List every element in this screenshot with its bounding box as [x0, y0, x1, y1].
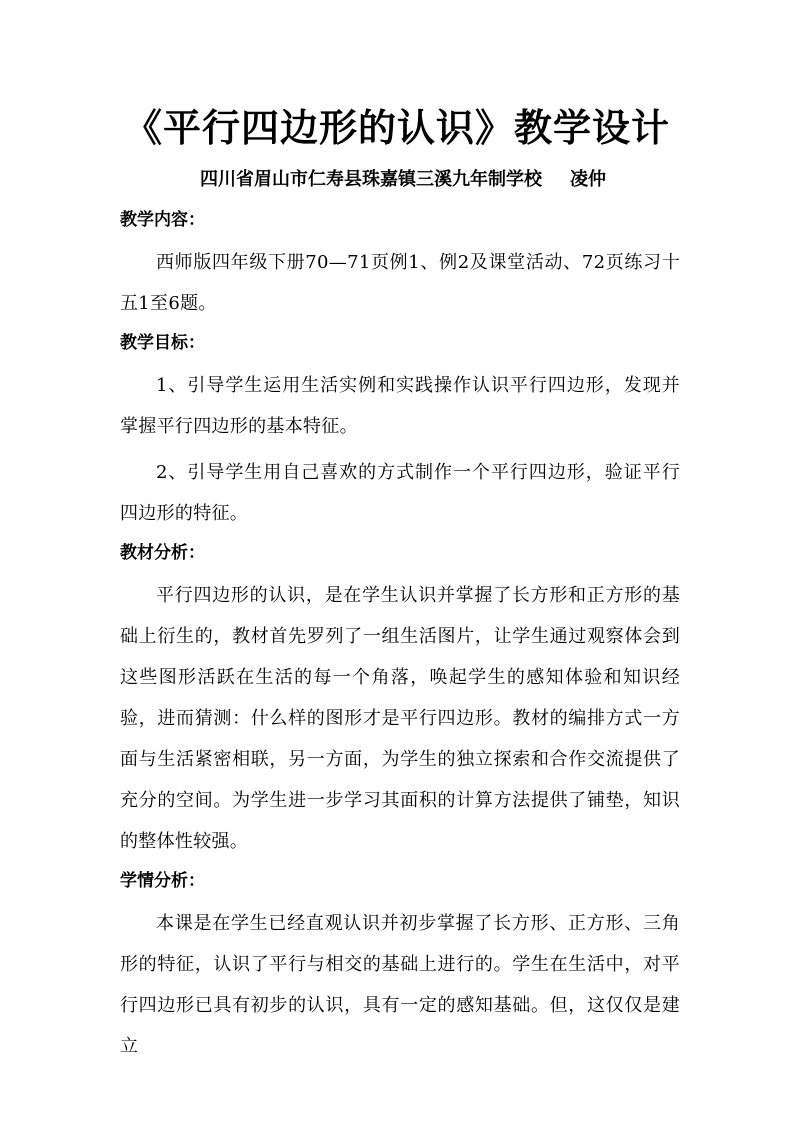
paragraph-content-1: 西师版四年级下册70—71页例1、例2及课堂活动、72页练习十五1至6题。 — [120, 252, 680, 314]
author-byline — [200, 166, 680, 194]
paragraph-students-1: 本课是在学生已经直观认识并初步掌握了长方形、正方形、三角形的特征，认识了平行与相交的基础上进行的。学生在生活中，对平行四边形已具有初步的认识，具有一定的感知基础。但，这仅仅是建立 — [120, 913, 680, 1057]
paragraph-goals-2: 2、引导学生用自己喜欢的方式制作一个平行四边形，验证平行四边形的特征。 — [120, 462, 680, 524]
paragraph-goals-1: 1、引导学生运用生活实例和实践操作认识平行四边形，发现并掌握平行四边形的基本特征。 — [120, 375, 680, 437]
document-title: 《平行四边形的认识》教学设计 — [123, 105, 670, 150]
section-heading-students: 学情分析： — [120, 871, 205, 891]
author-name: 凌仲 — [570, 169, 606, 190]
document-body — [120, 206, 680, 1072]
section-heading-goals: 教学目标： — [120, 333, 205, 353]
section-heading-material: 教材分析： — [120, 543, 205, 563]
section-heading-content: 教学内容： — [120, 210, 205, 230]
school-name: 四川省眉山市仁寿县珠嘉镇三溪九年制学校 — [200, 169, 542, 190]
paragraph-material-1: 平行四边形的认识，是在学生认识并掌握了长方形和正方形的基础上衍生的，教材首先罗列了一组生活图片，让学生通过观察体会到这些图形活跃在生活的每一个角落，唤起学生的感知体验和知识经验，进而猜测：什么样的图形才是平行四边形。教材的编排方式一方面与生活紧密相联，另一方面，为学生的独立探索和合作交流提供了充分的空间。为学生进一步学习其面积的计算方法提供了铺垫，知识的整体性较强。 — [120, 585, 680, 852]
